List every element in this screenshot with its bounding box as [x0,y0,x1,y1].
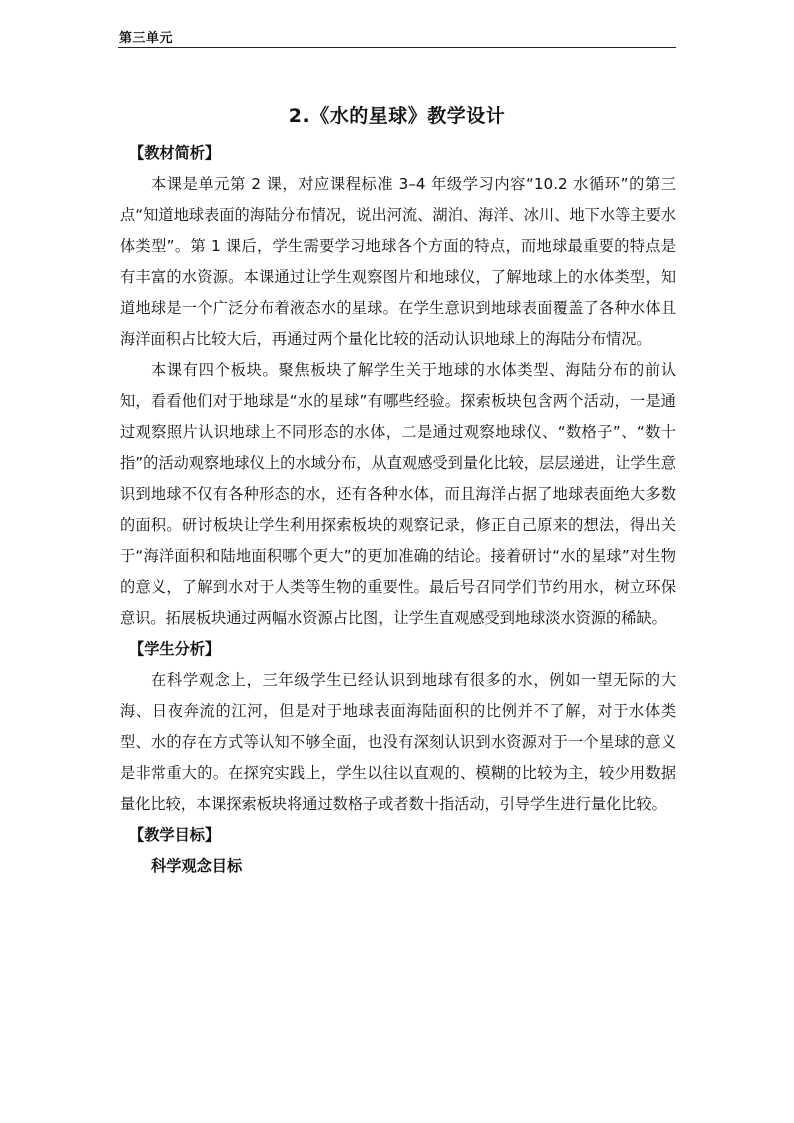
textbook-analysis-paragraph-1: 本课是单元第 2 课，对应课程标准 3–4 年级学习内容“10.2 水循环”的第三点“知道地球表面的海陆分布情况，说出河流、湖泊、海洋、冰川、地下水等主要水体类型”。第 1 课后，学生需要学习地球各个方面的特点，而地球最重要的特点是有丰富的水资源。本课通过让学生观察图片和地球仪，了解地球上的水体类型，知道地球是一个广泛分布着液态水的星球。在学生意识到地球表面覆盖了各种水体且海洋面积占比较大后，再通过两个量化比较的活动认识地球上的海陆分布情况。 [120,175,676,348]
textbook-analysis-paragraph-2: 本课有四个板块。聚焦板块了解学生关于地球的水体类型、海陆分布的前认知，看看他们对于地球是“水的星球”有哪些经验。探索板块包含两个活动，一是通过观察照片认识地球上不同形态的水体，二是通过观察地球仪、“数格子”、“数十指”的活动观察地球仪上的水域分布，从直观感受到量化比较，层层递进，让学生意识到地球不仅有各种形态的水，还有各种水体，而且海洋占据了地球表面绝大多数的面积。研讨板块让学生利用探索板块的观察记录，修正自己原来的想法，得出关于“海洋面积和陆地面积哪个更大”的更加准确的结论。接着研讨“水的星球”对生物的意义，了解到水对于人类等生物的重要性。最后号召同学们节约用水，树立环保意识。拓展板块通过两幅水资源占比图，让学生直观感受到地球淡水资源的稀缺。 [120,361,676,627]
student-analysis-paragraph: 在科学观念上，三年级学生已经认识到地球有很多的水，例如一望无际的大海、日夜奔流的江河，但是对于地球表面海陆面积的比例并不了解，对于水体类型、水的存在方式等认知不够全面，也没有深刻认识到水资源对于一个星球的意义是非常重大的。在探究实践上，学生以往以直观的、模糊的比较为主，较少用数据量化比较，本课探索板块将通过数格子或者数十指活动，引导学生进行量化比较。 [120,671,676,813]
header-rule [118,47,676,48]
subheading-science-concept-goals: 科学观念目标 [151,857,243,875]
unit-header: 第三单元 [119,31,174,46]
document-body [120,138,676,882]
section-heading-student-analysis: 【学生分析】 [129,640,221,658]
section-heading-teaching-goals: 【教学目标】 [129,826,221,844]
section-heading-textbook-analysis: 【教材简析】 [129,144,221,162]
document-title: 2.《水的星球》教学设计 [288,105,506,127]
